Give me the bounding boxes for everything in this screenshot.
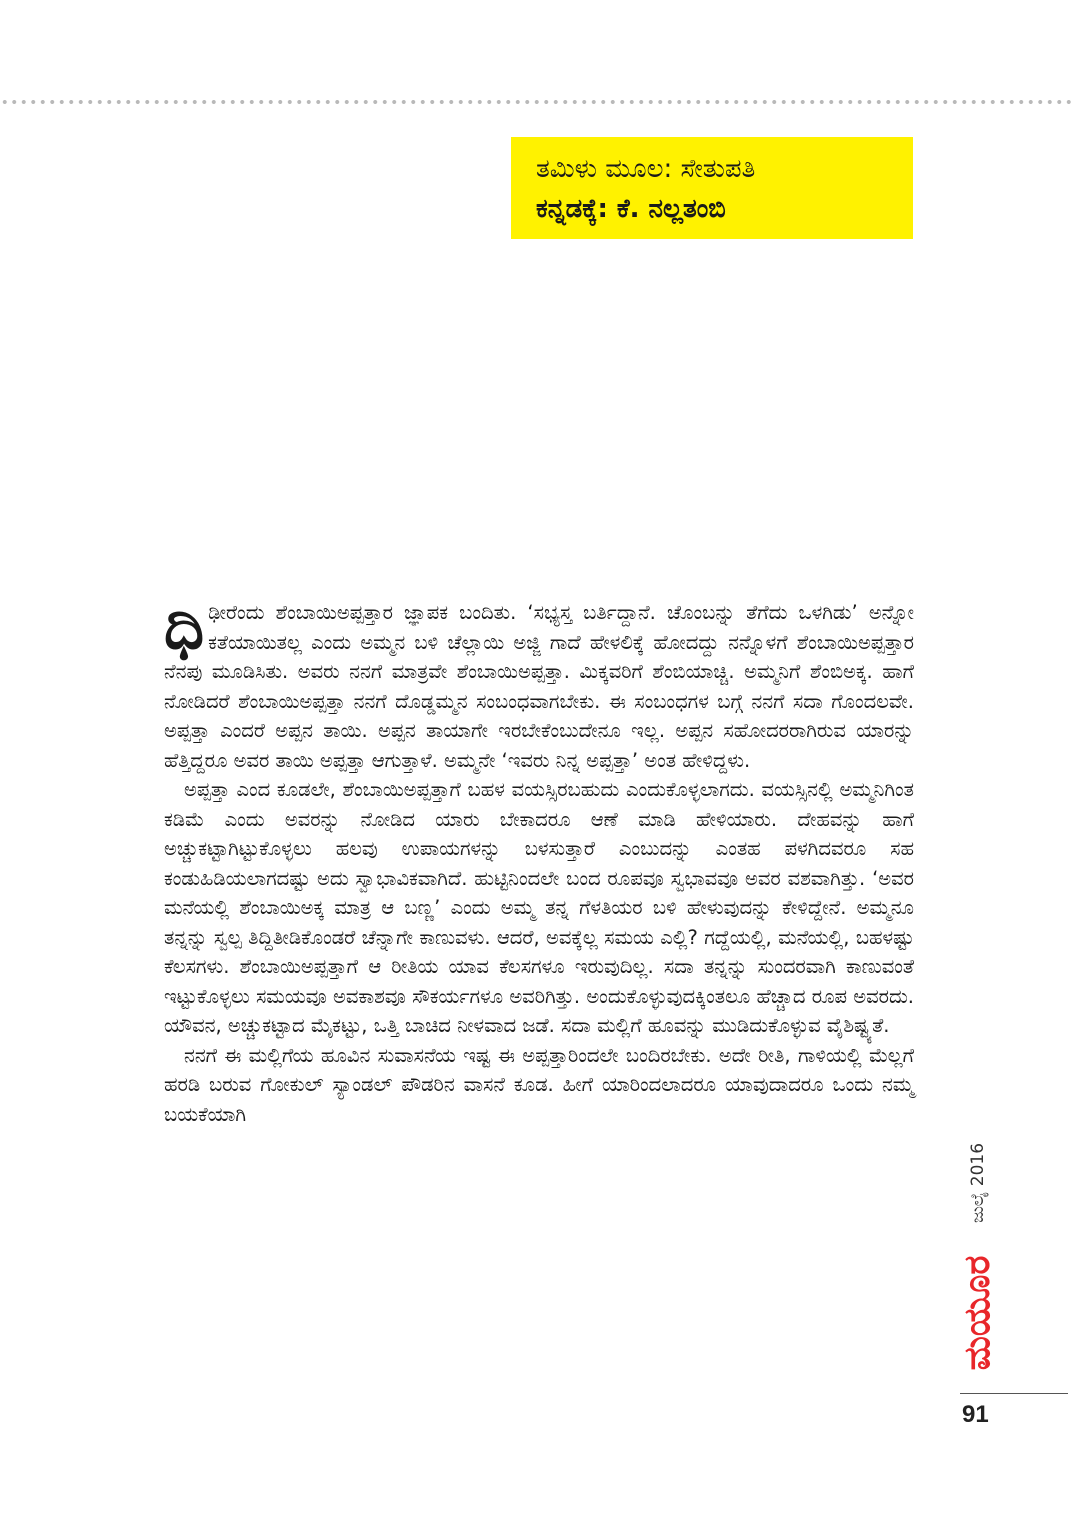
article-body xyxy=(164,590,914,1129)
original-credit: ತಮಿಳು ಮೂಲ: ಸೇತುಪತಿ xyxy=(536,154,756,184)
paragraph-2: ಅಪ್ಪತ್ತಾ ಎಂದ ಕೂಡಲೇ, ಶೆಂಬಾಯಿಅಪ್ಪತ್ತಾಗೆ ಬಹಳ ವಯಸ್ಸಿರಬಹುದು ಎಂದುಕೊಳ್ಳಲಾಗದು. ವಯಸ್ಸಿನಲ್ಲಿ ಅಮ್ಮನಿಗಿಂತ ಕಡಿಮೆ ಎಂದು ಅವರನ್ನು ನೋಡಿದ ಯಾರು ಬೇಕಾದರೂ ಆಣೆ ಮಾಡಿ ಹೇಳಿಯಾರು. ದೇಹವನ್ನು ಹಾಗೆ ಅಚ್ಚುಕಟ್ಟಾಗಿಟ್ಟುಕೊಳ್ಳಲು ಹಲವು ಉಪಾಯಗಳನ್ನು ಬಳಸುತ್ತಾರೆ ಎಂಬುದನ್ನು ಎಂತಹ ಪಳಗಿದವರೂ ಸಹ ಕಂಡುಹಿಡಿಯಲಾಗದಷ್ಟು ಅದು ಸ್ವಾಭಾವಿಕವಾಗಿದೆ. ಹುಟ್ಟಿನಿಂದಲೇ ಬಂದ ರೂಪವೂ ಸ್ವಭಾವವೂ ಅವರ ವಶವಾಗಿತ್ತು. ‘ಅವರ ಮನೆಯಲ್ಲಿ ಶೆಂಬಾಯಿಅಕ್ಕ ಮಾತ್ರ ಆ ಬಣ್ಣ’ ಎಂದು ಅಮ್ಮ ತನ್ನ ಗೆಳತಿಯರ ಬಳಿ ಹೇಳುವುದನ್ನು ಕೇಳಿದ್ದೇನೆ. ಅಮ್ಮನೂ ತನ್ನನ್ನು ಸ್ವಲ್ಪ ತಿದ್ದಿತೀಡಿಕೊಂಡರೆ ಚೆನ್ನಾಗೇ ಕಾಣುವಳು. ಆದರೆ, ಅವಕ್ಕೆಲ್ಲ ಸಮಯ ಎಲ್ಲಿ? ಗದ್ದೆಯಲ್ಲಿ, ಮನೆಯಲ್ಲಿ, ಬಹಳಷ್ಟು ಕೆಲಸಗಳು. ಶೆಂಬಾಯಿಅಪ್ಪತ್ತಾಗೆ ಆ ರೀತಿಯ ಯಾವ ಕೆಲಸಗಳೂ ಇರುವುದಿಲ್ಲ. ಸದಾ ತನ್ನನ್ನು ಸುಂದರವಾಗಿ ಕಾಣುವಂತೆ ಇಟ್ಟುಕೊಳ್ಳಲು ಸಮಯವೂ ಅವಕಾಶವೂ ಸೌಕರ್ಯಗಳೂ ಅವರಿಗಿತ್ತು. ಅಂದುಕೊಳ್ಳುವುದಕ್ಕಿಂತಲೂ ಹೆಚ್ಚಾದ ರೂಪ ಅವರದು. ಯೌವನ, ಅಚ್ಚುಕಟ್ಟಾದ ಮೈಕಟ್ಟು, ಒತ್ತಿ ಬಾಚಿದ ನೀಳವಾದ ಜಡೆ. ಸದಾ ಮಲ್ಲಿಗೆ ಹೂವನ್ನು ಮುಡಿದುಕೊಳ್ಳುವ ವೈಶಿಷ್ಟ್ಯತೆ. xyxy=(164,778,914,1037)
paragraph-3: ನನಗೆ ಈ ಮಲ್ಲಿಗೆಯ ಹೂವಿನ ಸುವಾಸನೆಯ ಇಷ್ಟ ಈ ಅಪ್ಪತ್ತಾರಿಂದಲೇ ಬಂದಿರಬೇಕು. ಅದೇ ರೀತಿ, ಗಾಳಿಯಲ್ಲಿ ಮೆಲ್ಲಗೆ ಹರಡಿ ಬರುವ ಗೋಕುಲ್ ಸ್ಯಾಂಡಲ್ ಪೌಡರಿನ ವಾಸನೆ ಕೂಡ. ಹೀಗೆ ಯಾರಿಂದಲಾದರೂ ಯಾವುದಾದರೂ ಒಂದು ನಮ್ಮ ಬಯಕೆಯಾಗಿ xyxy=(164,1043,914,1126)
paragraph-1-text: ಢೀರೆಂದು ಶೆಂಬಾಯಿಅಪ್ಪತ್ತಾರ ಜ್ಞಾಪಕ ಬಂದಿತು. ‘ಸಭ್ಯಸ್ತ ಬರ್ತಿದ್ದಾನೆ. ಚೊಂಬನ್ನು ತೆಗೆದು ಒಳಗಿಡು’ ಅನ್ನೋ ಕತೆಯಾಯಿತಲ್ಲ ಎಂದು ಅಮ್ಮನ ಬಳಿ ಚೆಲ್ಲಾಯಿ ಅಜ್ಜಿ ಗಾದೆ ಹೇಳಲಿಕ್ಕೆ ಹೋದದ್ದು ನನ್ನೊಳಗೆ ಶೆಂಬಾಯಿಅಪ್ಪತ್ತಾರ ನೆನಪು ಮೂಡಿಸಿತು. ಅವರು ನನಗೆ ಮಾತ್ರವೇ ಶೆಂಬಾಯಿಅಪ್ಪತ್ತಾ. ಮಿಕ್ಕವರಿಗೆ ಶೆಂಬಿಯಾಚ್ಚಿ. ಅಮ್ಮನಿಗೆ ಶೆಂಬಿಅಕ್ಕ. ಹಾಗೆ ನೋಡಿದರೆ ಶೆಂಬಾಯಿಅಪ್ಪತ್ತಾ ನನಗೆ ದೊಡ್ಡಮ್ಮನ ಸಂಬಂಧವಾಗಬೇಕು. ಈ ಸಂಬಂಧಗಳ ಬಗ್ಗೆ ನನಗೆ ಸದಾ ಗೊಂದಲವೇ. ಅಪ್ಪತ್ತಾ ಎಂದರೆ ಅಪ್ಪನ ತಾಯಿ. ಅಪ್ಪನ ತಾಯಾಗೇ ಇರಬೇಕೆಂಬುದೇನೂ ಇಲ್ಲ. ಅಪ್ಪನ ಸಹೋದರರಾಗಿರುವ ಯಾರನ್ನು ಹೆತ್ತಿದ್ದರೂ ಅವರ ತಾಯಿ ಅಪ್ಪತ್ತಾ ಆಗುತ್ತಾಳೆ. ಅಮ್ಮನೇ ‘ಇವರು ನಿನ್ನ ಅಪ್ಪತ್ತಾ’ ಅಂತ ಹೇಳಿದ್ದಳು. xyxy=(164,601,914,772)
issue-date-text: ಜುಲೈ 2016 xyxy=(968,1142,988,1224)
drop-cap: ಧಿ xyxy=(164,590,205,663)
magazine-title xyxy=(958,1244,998,1382)
page-number-rule xyxy=(960,1393,1068,1394)
credit-box xyxy=(511,137,913,239)
page-number: 91 xyxy=(962,1401,989,1428)
paragraph-1 xyxy=(164,590,914,775)
dotted-divider xyxy=(0,98,1072,106)
magazine-title-text: ಮಯೂರ xyxy=(957,1255,998,1371)
translator-credit: ಕನ್ನಡಕ್ಕೆ: ಕೆ. ನಲ್ಲತಂಬಿ xyxy=(536,194,726,224)
issue-date xyxy=(958,1130,998,1236)
